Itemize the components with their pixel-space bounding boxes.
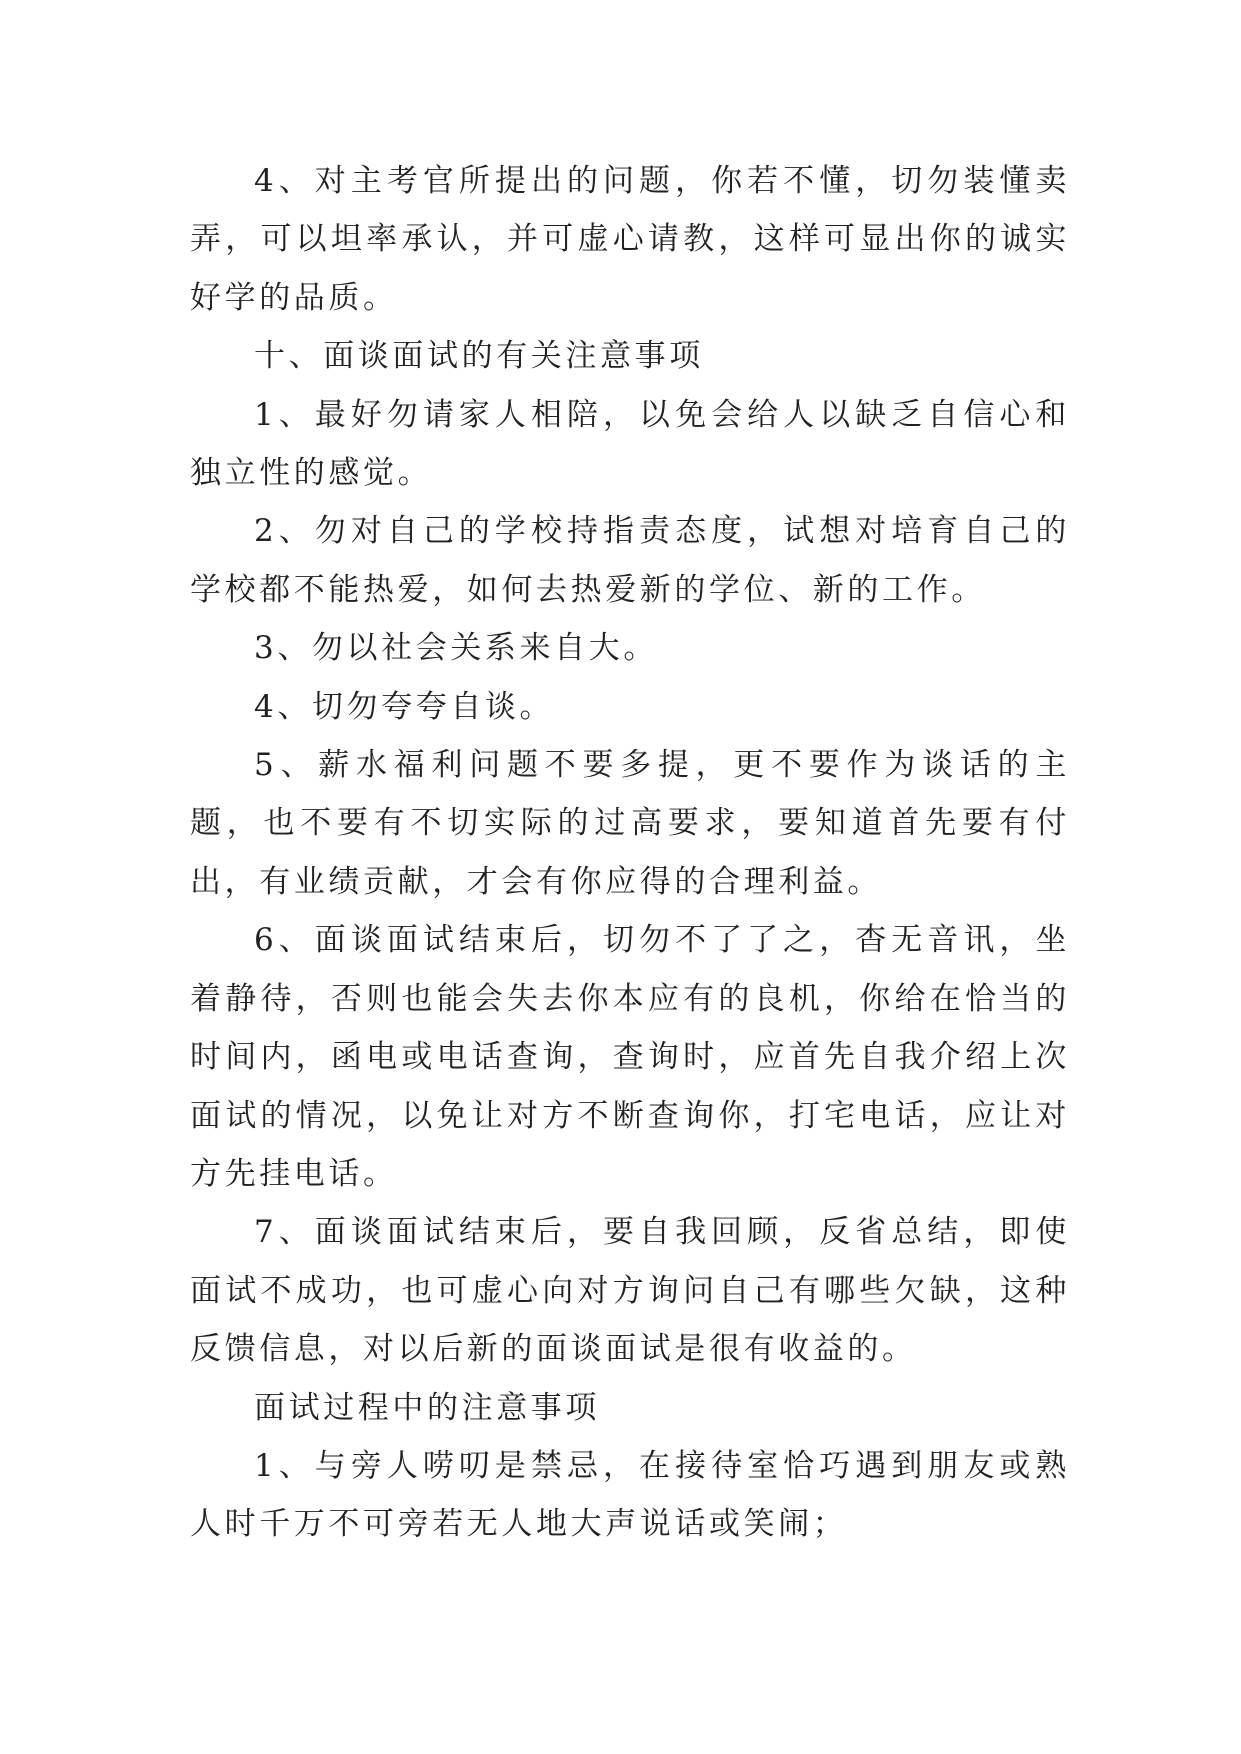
paragraph-during-1: 1、与旁人唠叨是禁忌，在接待室恰巧遇到朋友或熟人时千万不可旁若无人地大声说话或笑闹； <box>190 1447 1070 1543</box>
section-heading-during-interview: 面试过程中的注意事项 <box>254 1389 600 1426</box>
paragraph-tip-4-honesty: 4、对主考官所提出的问题，你若不懂，切勿装懂卖弄，可以坦率承认，并可虚心请教，这样可显出你的诚实好学的品质。 <box>190 163 1070 316</box>
paragraph-note-1: 1、最好勿请家人相陪，以免会给人以缺乏自信心和独立性的感觉。 <box>190 396 1070 492</box>
paragraph-note-7: 7、面谈面试结束后，要自我回顾，反省总结，即使面试不成功，也可虚心向对方询问自己有哪些欠缺，这种反馈信息，对以后新的面谈面试是很有收益的。 <box>190 1214 1070 1368</box>
document-body <box>190 152 1070 1554</box>
section-heading-interview-notes: 十、面谈面试的有关注意事项 <box>254 338 704 375</box>
paragraph-note-4: 4、切勿夸夸自谈。 <box>254 688 555 725</box>
paragraph-note-2: 2、勿对自己的学校持指责态度，试想对培育自己的学校都不能热爱，如何去热爱新的学位、新的工作。 <box>190 513 1070 608</box>
paragraph-note-6: 6、面谈面试结束后，切勿不了了之，杳无音讯，坐着静待，否则也能会失去你本应有的良机，你给在恰当的时间内，函电或电话查询，查询时，应首先自我介绍上次面试的情况，以免让对方不断查询你，打宅电话，应让对方先挂电话。 <box>190 922 1070 1192</box>
paragraph-note-3: 3、勿以社会关系来自大。 <box>254 630 658 667</box>
paragraph-note-5: 5、薪水福利问题不要多提，更不要作为谈话的主题，也不要有不切实际的过高要求，要知道首先要有付出，有业绩贡献，才会有你应得的合理利益。 <box>190 747 1070 900</box>
